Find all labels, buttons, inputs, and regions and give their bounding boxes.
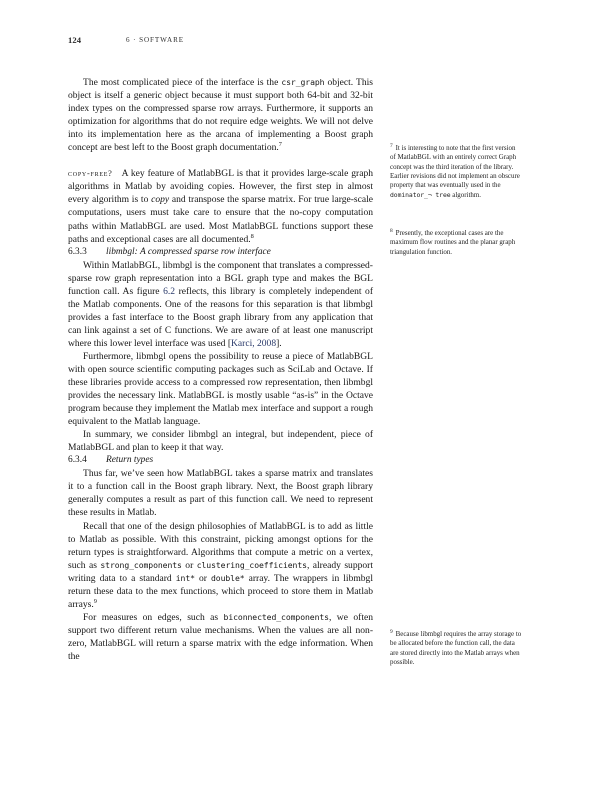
code-int-pointer: int* [175,572,195,583]
text-run: Within MatlabBGL, libmbgl is the component that translates a compressed-sparse row graph representation into a BGL graph type and makes the BGL function call. As figure [68,259,373,297]
section-title: libmbgl: A compressed sparse row interface [106,246,271,257]
footnote-ref-9[interactable]: 9 [93,597,97,605]
text-run: or [194,572,211,584]
page-number: 124 [68,35,82,45]
paragraph-libmbgl-summary: In summary, we consider libmbgl an integral, but independent, piece of MatlabBGL and plan to keep it that way. [68,429,373,454]
footnote-7 [390,144,522,200]
paragraph-design-philosophy [68,520,373,611]
text-run: , we often support two different return value mechanisms. When the values are all non-zero, MatlabBGL will return a sparse matrix with the edge information. When the [68,611,373,662]
code-clustering-coefficients: clustering_coefficients [196,559,307,570]
footnote-marker-7: 7 [390,142,393,149]
text-run: A key feature of MatlabBGL is that it provides large-scale graph algorithms in Matlab by avoiding copies. However, the first step in almost every algorithm is to [68,168,373,206]
main-text-column [68,76,373,663]
section-title: Return types [106,455,154,466]
paragraph-copy-free [68,167,373,245]
footnote-9 [390,630,522,667]
section-heading-6-3-3 [68,246,373,259]
text-run: reflects, this library is completely independent of the Matlab components. One of the reasons for this separation is that libmbgl provides a fast interface to the Boost graph library from any application that can link against a set of C functions. We are aware of at least one manuscript where this lower level interface was used [ [68,285,373,349]
text-run: Presently, the exceptional cases are the maximum flow routines and the planar graph triangulation function. [390,229,516,256]
text-run: object. This object is itself a generic object because it must support both 64-bit and 32-bit index types on the compressed sparse row arrays. Furthermore, it supports an optimization for algorithms that do not require edge weights. We will not delve into its implementation here as the arcana of implementing a Boost graph concept are best left to the Boost graph documentation. [68,77,374,154]
footnote-marker-9: 9 [390,628,393,635]
footnote-ref-7[interactable]: 7 [278,141,282,149]
text-run: or [181,559,197,571]
text-run: It is interesting to note that the first version of MatlabBGL with an entirely correct Graph concept was the third iteration of the library. Earlier revisions did not implement an obscure property that was eventually used in the [390,144,520,190]
citation-link-karci[interactable]: Karci, 2008 [231,337,277,349]
code-strong-components: strong_components [100,559,182,570]
text-run: , already support writing data to a standard [68,559,373,584]
text-run: algorithm. [450,190,481,199]
section-number: 6.3.3 [68,246,87,257]
paragraph-libmbgl-reuse: Furthermore, libmbgl opens the possibility to reuse a piece of MatlabBGL with open source scientific computing packages such as SciLab and Octave. If these libraries provide access to a compressed row representation, then libmbgl provides the necessary link. MatlabBGL is mostly usable “as-is” in the Octave program because they implement the Matlab mex interface and support a rough equivalent to the Matlab language. [68,350,373,428]
footnote-8 [390,229,522,257]
running-head [68,35,538,47]
text-run: For measures on edges, such as [83,611,224,623]
text-run: Recall that one of the design philosophies of MatlabBGL is to add as little to Matlab as possible. With this constraint, picking amongst options for the return types is straightforward. Algorithms that compute a metric on a vertex, such as [68,520,373,571]
text-run: ]. [276,337,282,349]
text-run: The most complicated piece of the interface is the [83,77,282,88]
text-run: Because libmbgl requires the array storage to be allocated before the function call, the data are stored directly into the Matlab arrays when possible. [390,630,522,667]
paragraph-libmbgl-intro [68,259,373,350]
paragraph-csr-graph [68,76,373,154]
emphasis-copy: copy [151,194,170,206]
footnote-marker-8: 8 [390,227,393,234]
code-csr-graph: csr_graph [281,77,325,87]
footnote-ref-8[interactable]: 8 [250,232,254,240]
lead-in-copy-free: copy-free? [68,169,113,179]
text-run: and transpose the sparse matrix. For true large-scale computations, users must take care to ensure that the no-copy computation paths within MatlabBGL are used. Most MatlabBGL functions support these paths and exceptional cases are all documented. [68,194,373,245]
code-dominator-tree: dominator_¬ tree [390,190,451,199]
running-title: 6 · SOFTWARE [126,35,184,44]
paragraph-edge-measures [68,611,373,663]
section-heading-6-3-4 [68,454,373,467]
text-run: array. The wrappers in libmbgl return these data to the mex functions, which proceed to store them in Matlab arrays. [68,572,373,610]
section-number: 6.3.4 [68,455,87,466]
paragraph-return-types-intro: Thus far, we’ve seen how MatlabBGL takes a sparse matrix and translates it to a function call in the Boost graph library. Next, the Boost graph library generally computes a result as part of this function call. We need to represent these results in Matlab. [68,468,373,519]
figure-reference-link[interactable]: 6.2 [163,285,176,297]
code-double-pointer: double* [211,572,245,583]
code-biconnected-components: biconnected_components [223,611,329,622]
